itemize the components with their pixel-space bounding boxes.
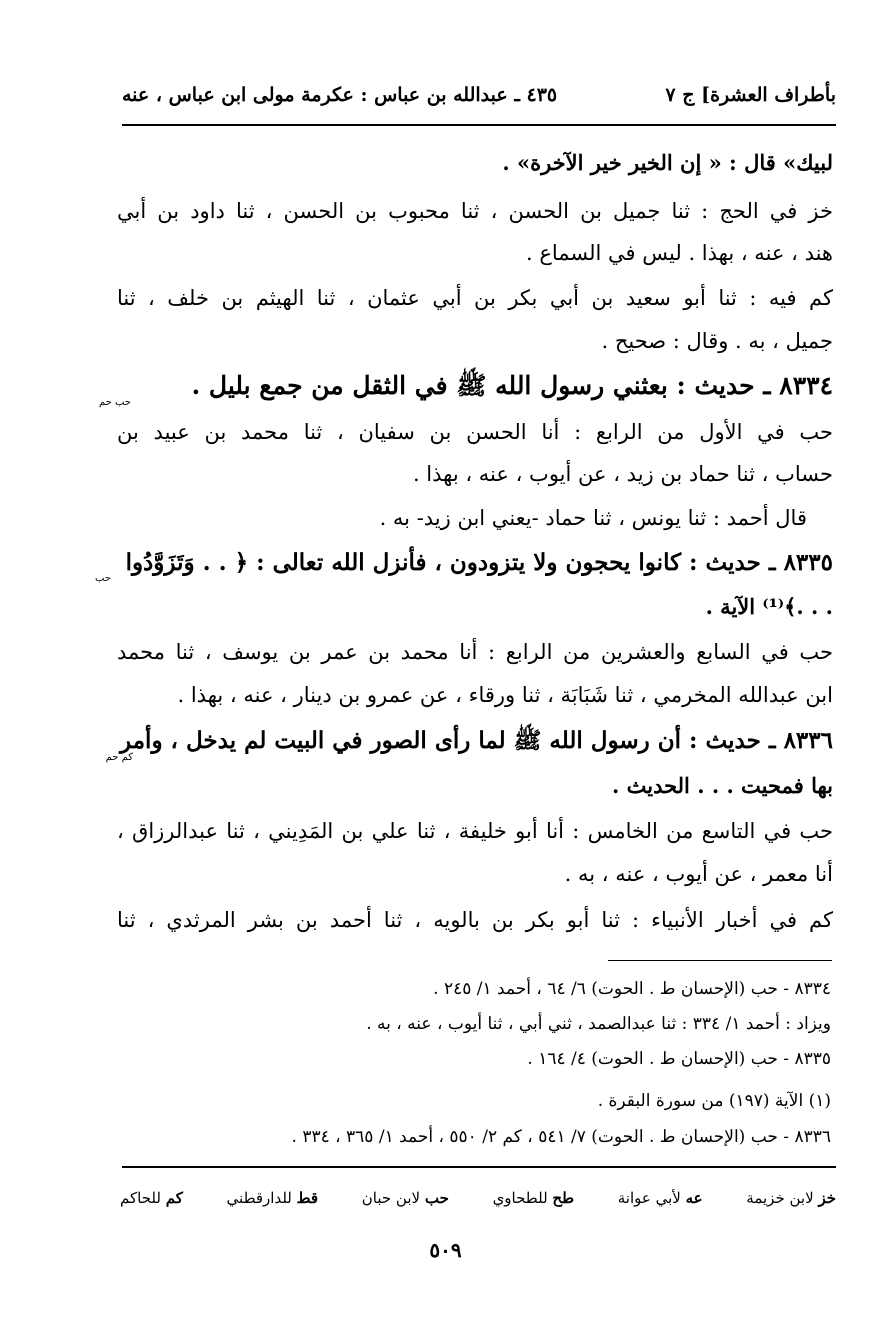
- header-chapter: ٤٣٥ ـ عبدالله بن عباس : عكرمة مولى ابن عباس ، عنه: [122, 84, 558, 106]
- text-line: كم فيه : ثنا أبو سعيد بن أبي بكر بن أبي عثمان ، ثنا الهيثم بن خلف ، ثنا: [117, 286, 833, 310]
- legend-name: لابن خزيمة: [746, 1189, 814, 1207]
- legend-abbr: عه: [685, 1189, 703, 1207]
- legend-item: [227, 1189, 319, 1207]
- legend-name: لأبي عوانة: [617, 1189, 681, 1207]
- legend-abbr: حب: [424, 1189, 449, 1207]
- text-line: حب في السابع والعشرين من الرابع : أنا محمد بن عمر بن يوسف ، ثنا محمد: [117, 640, 833, 664]
- text-line: حب في الأول من الرابع : أنا الحسن بن سفيان ، ثنا محمد بن عبيد بن: [117, 420, 833, 444]
- text-line: جميل ، به . وقال : صحيح .: [601, 329, 833, 353]
- legend-item: [493, 1189, 574, 1207]
- text-line: حب في التاسع من الخامس : أنا أبو خليفة ، ثنا علي بن المَدِيني ، ثنا عبدالرزاق ،: [117, 819, 833, 843]
- source-sigla: كم حم: [105, 752, 133, 763]
- legend-rule: [122, 1166, 836, 1168]
- legend-abbr: خز: [818, 1189, 836, 1207]
- legend-item: [746, 1189, 836, 1207]
- legend-name: للحاكم: [120, 1189, 161, 1207]
- text-line: قال أحمد : ثنا يونس ، ثنا حماد -يعني ابن زيد- به .: [379, 506, 807, 530]
- legend-abbr: كم: [165, 1189, 183, 1207]
- legend-name: للدارقطني: [226, 1189, 292, 1207]
- legend-abbr: قط: [296, 1189, 319, 1207]
- page-number: ٥٠٩: [429, 1238, 462, 1262]
- text-line: ابن عبدالله المخرمي ، ثنا شَبَابَة ، ثنا ورقاء ، عن عمرو بن دينار ، عنه ، بهذا .: [177, 683, 833, 707]
- text-line: أنا معمر ، عن أيوب ، عنه ، به .: [564, 862, 833, 886]
- footnote-line: ٨٣٣٥ - حب (الإحسان ط . الحوت) ٤/ ١٦٤ .: [527, 1049, 831, 1069]
- footnote-separator: [608, 960, 832, 961]
- legend-name: للطحاوي: [492, 1189, 548, 1207]
- text-line: كم في أخبار الأنبياء : ثنا أبو بكر بن بالويه ، ثنا أحمد بن بشر المرثدي ، ثنا: [117, 908, 833, 932]
- legend-abbr: طح: [552, 1189, 575, 1207]
- legend-name: لابن حبان: [361, 1189, 421, 1207]
- hadith-heading-8334: ٨٣٣٤ ـ حديث : بعثني رسول الله ﷺ في الثقل من جمع بليل .: [191, 371, 833, 400]
- running-header: [122, 78, 836, 112]
- abbreviation-legend: [120, 1183, 836, 1213]
- source-sigla: حب حم: [98, 397, 131, 408]
- source-sigla: حب: [94, 573, 111, 584]
- footnote-line: ٨٣٣٤ - حب (الإحسان ط . الحوت) ٦/ ٦٤ ، أحمد ١/ ٢٤٥ .: [433, 979, 831, 999]
- legend-item: [120, 1189, 183, 1207]
- text-line: حساب ، ثنا حماد بن زيد ، عن أيوب ، عنه ، بهذا .: [412, 462, 833, 486]
- legend-item: [618, 1189, 703, 1207]
- text-line: خز في الحج : ثنا جميل بن الحسن ، ثنا محبوب بن الحسن ، ثنا داود بن أبي: [117, 199, 833, 223]
- hadith-heading-8335: ٨٣٣٥ ـ حديث : كانوا يحجون ولا يتزودون ، فأنزل الله تعالى : ﴿ . . وَتَزَوَّدُوا: [125, 549, 833, 576]
- text-line: لبيك» قال : « إن الخير خير الآخرة» .: [502, 150, 833, 175]
- legend-item: [362, 1189, 449, 1207]
- text-line: . . .﴾⁽¹⁾ الآية .: [705, 594, 833, 619]
- header-rule: [122, 124, 836, 126]
- footnote-line: (١) الآية (١٩٧) من سورة البقرة .: [597, 1091, 831, 1111]
- text-line: هند ، عنه ، بهذا . ليس في السماع .: [525, 241, 833, 265]
- hadith-heading-8336: ٨٣٣٦ ـ حديث : أن رسول الله ﷺ لما رأى الصور في البيت لم يدخل ، وأمر: [120, 727, 833, 754]
- footnote-line: ٨٣٣٦ - حب (الإحسان ط . الحوت) ٧/ ٥٤١ ، كم ٢/ ٥٥٠ ، أحمد ١/ ٣٦٥ ، ٣٣٤ .: [291, 1127, 831, 1147]
- footnote-line: ويزاد : أحمد ١/ ٣٣٤ : ثنا عبدالصمد ، ثني أبي ، ثنا أيوب ، عنه ، به .: [366, 1014, 831, 1034]
- text-line: بها فمحيت . . . الحديث .: [611, 773, 833, 798]
- header-volume: بأطراف العشرة] ج ٧: [665, 84, 836, 106]
